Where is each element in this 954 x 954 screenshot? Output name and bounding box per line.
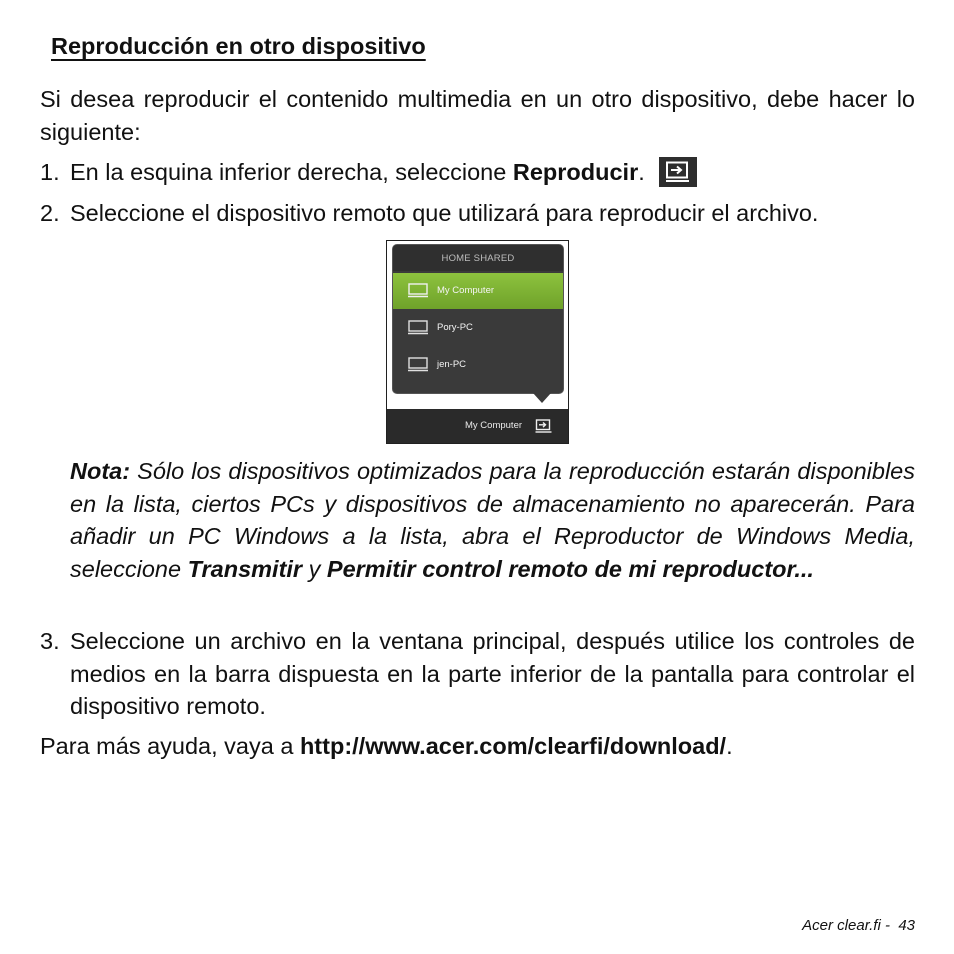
note-text: y <box>302 555 327 582</box>
monitor-icon <box>408 283 428 298</box>
step-text: Seleccione el dispositivo remoto que utilizará para reproducir el archivo. <box>70 200 819 226</box>
device-item-jen-pc[interactable] <box>393 347 563 383</box>
device-label: My Computer <box>437 285 495 296</box>
footer-title: Acer clear.fi - <box>802 917 890 934</box>
note-label: Nota: <box>70 458 131 484</box>
help-punct: . <box>726 733 733 759</box>
intro-paragraph: Si desea reproducir el contenido multimedia en un otro dispositivo, debe hacer lo siguiente: <box>40 86 915 145</box>
monitor-icon <box>408 320 428 335</box>
permitir-control-term: Permitir control remoto de mi reproductor... <box>326 555 814 582</box>
step-punct: . <box>638 159 645 185</box>
step-number: 1. <box>40 159 60 185</box>
step-1 <box>40 156 915 189</box>
note-text: Sólo los dispositivos optimizados para la reproducción estarán disponibles en la lista, ciertos PCs y dispositivos de almacenamiento no aparecerán. Para añadir un PC Windows a la lista, abra el Reproductor de Windows Media, seleccione <box>70 458 915 582</box>
page-footer <box>760 917 915 934</box>
device-picker-screenshot <box>386 240 569 444</box>
step-number: 2. <box>40 200 60 226</box>
transmitir-term: Transmitir <box>187 555 303 582</box>
page-number: 43 <box>898 917 915 934</box>
popup-header: HOME SHARED <box>393 245 563 271</box>
step-number: 3. <box>40 628 60 654</box>
device-label: Pory-PC <box>437 322 473 333</box>
step-text: En la esquina inferior derecha, seleccione <box>70 159 513 185</box>
play-to-icon[interactable] <box>535 419 553 433</box>
note-paragraph <box>70 455 915 585</box>
device-item-pory-pc[interactable] <box>393 310 563 346</box>
section-heading: Reproducción en otro dispositivo <box>51 33 426 59</box>
download-link[interactable]: http://www.acer.com/clearfi/download/ <box>299 733 727 759</box>
device-list-popup <box>393 245 563 393</box>
play-to-icon <box>659 157 697 187</box>
reproducir-term: Reproducir <box>512 159 639 185</box>
current-device-label: My Computer <box>465 420 523 431</box>
step-text: Seleccione un archivo en la ventana principal, después utilice los controles de medios en la barra dispuesta en la parte inferior de la pantalla para controlar el dispositivo remoto. <box>70 628 915 719</box>
help-paragraph <box>40 730 915 763</box>
device-label: jen-PC <box>437 359 467 370</box>
help-text: Para más ayuda, vaya a <box>40 733 300 759</box>
popup-pointer <box>533 393 551 403</box>
device-item-my-computer[interactable] <box>393 273 563 309</box>
step-2 <box>40 197 915 230</box>
step-3 <box>40 625 915 723</box>
play-to-bar[interactable] <box>387 409 568 443</box>
monitor-icon <box>408 357 428 372</box>
